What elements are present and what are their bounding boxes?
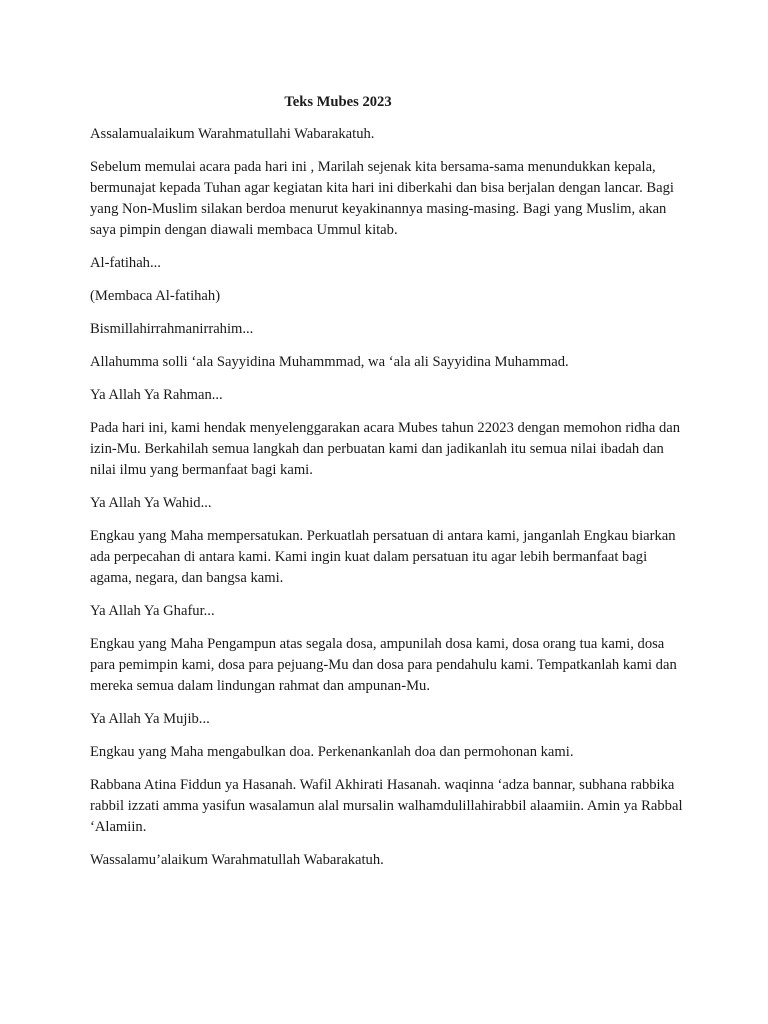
paragraph-closing-prayer: Rabbana Atina Fiddun ya Hasanah. Wafil Akhirati Hasanah. waqinna ‘adza bannar, subhana rabbika rabbil izzati amma yasifun wasalamun alal mursalin walhamdulillahirabbil alaamiin. Amin ya Rabbal ‘Alamiin. (90, 777, 683, 835)
paragraph-ghafur-prayer: Engkau yang Maha Pengampun atas segala dosa, ampunilah dosa kami, dosa orang tua kami, dosa para pemimpin kami, dosa para pejuang-Mu dan dosa para pendahulu kami. Tempatkanlah kami dan mereka semua dalam lindungan rahmat dan ampunan-Mu. (90, 636, 677, 694)
paragraph-ya-rahman: Ya Allah Ya Rahman... (90, 387, 223, 403)
paragraph-membaca: (Membaca Al-fatihah) (90, 288, 221, 304)
paragraph-opening: Sebelum memulai acara pada hari ini , Marilah sejenak kita bersama-sama menundukkan kepala, bermunajat kepada Tuhan agar kegiatan kita hari ini diberkahi dan bisa berjalan dengan lancar. Bagi yang Non-Muslim silakan berdoa menurut keyakinannya masing-masing. Bagi yang Muslim, akan saya pimpin dengan diawali membaca Ummul kitab. (90, 159, 674, 238)
document-body (90, 92, 690, 883)
paragraph-greeting: Assalamualaikum Warahmatullahi Wabarakatuh. (90, 126, 375, 142)
paragraph-ya-wahid: Ya Allah Ya Wahid... (90, 495, 212, 511)
paragraph-ya-ghafur: Ya Allah Ya Ghafur... (90, 603, 215, 619)
paragraph-bismillah: Bismillahirrahmanirrahim... (90, 321, 254, 337)
paragraph-al-fatihah: Al-fatihah... (90, 255, 161, 271)
paragraph-ya-mujib: Ya Allah Ya Mujib... (90, 711, 210, 727)
paragraph-sholawat: Allahumma solli ‘ala Sayyidina Muhammmad, wa ‘ala ali Sayyidina Muhammad. (90, 354, 569, 370)
document-title: Teks Mubes 2023 (284, 94, 392, 110)
paragraph-closing-greeting: Wassalamu’alaikum Warahmatullah Wabarakatuh. (90, 852, 384, 868)
paragraph-wahid-prayer: Engkau yang Maha mempersatukan. Perkuatlah persatuan di antara kami, janganlah Engkau biarkan ada perpecahan di antara kami. Kami ingin kuat dalam persatuan itu agar lebih bermanfaat bagi agama, negara, dan bangsa kami. (90, 528, 676, 586)
paragraph-rahman-prayer: Pada hari ini, kami hendak menyelenggarakan acara Mubes tahun 22023 dengan memohon ridha dan izin-Mu. Berkahilah semua langkah dan perbuatan kami dan jadikanlah itu semua nilai ibadah dan nilai ilmu yang bermanfaat bagi kami. (90, 420, 681, 478)
paragraph-mujib-prayer: Engkau yang Maha mengabulkan doa. Perkenankanlah doa dan permohonan kami. (90, 744, 574, 760)
